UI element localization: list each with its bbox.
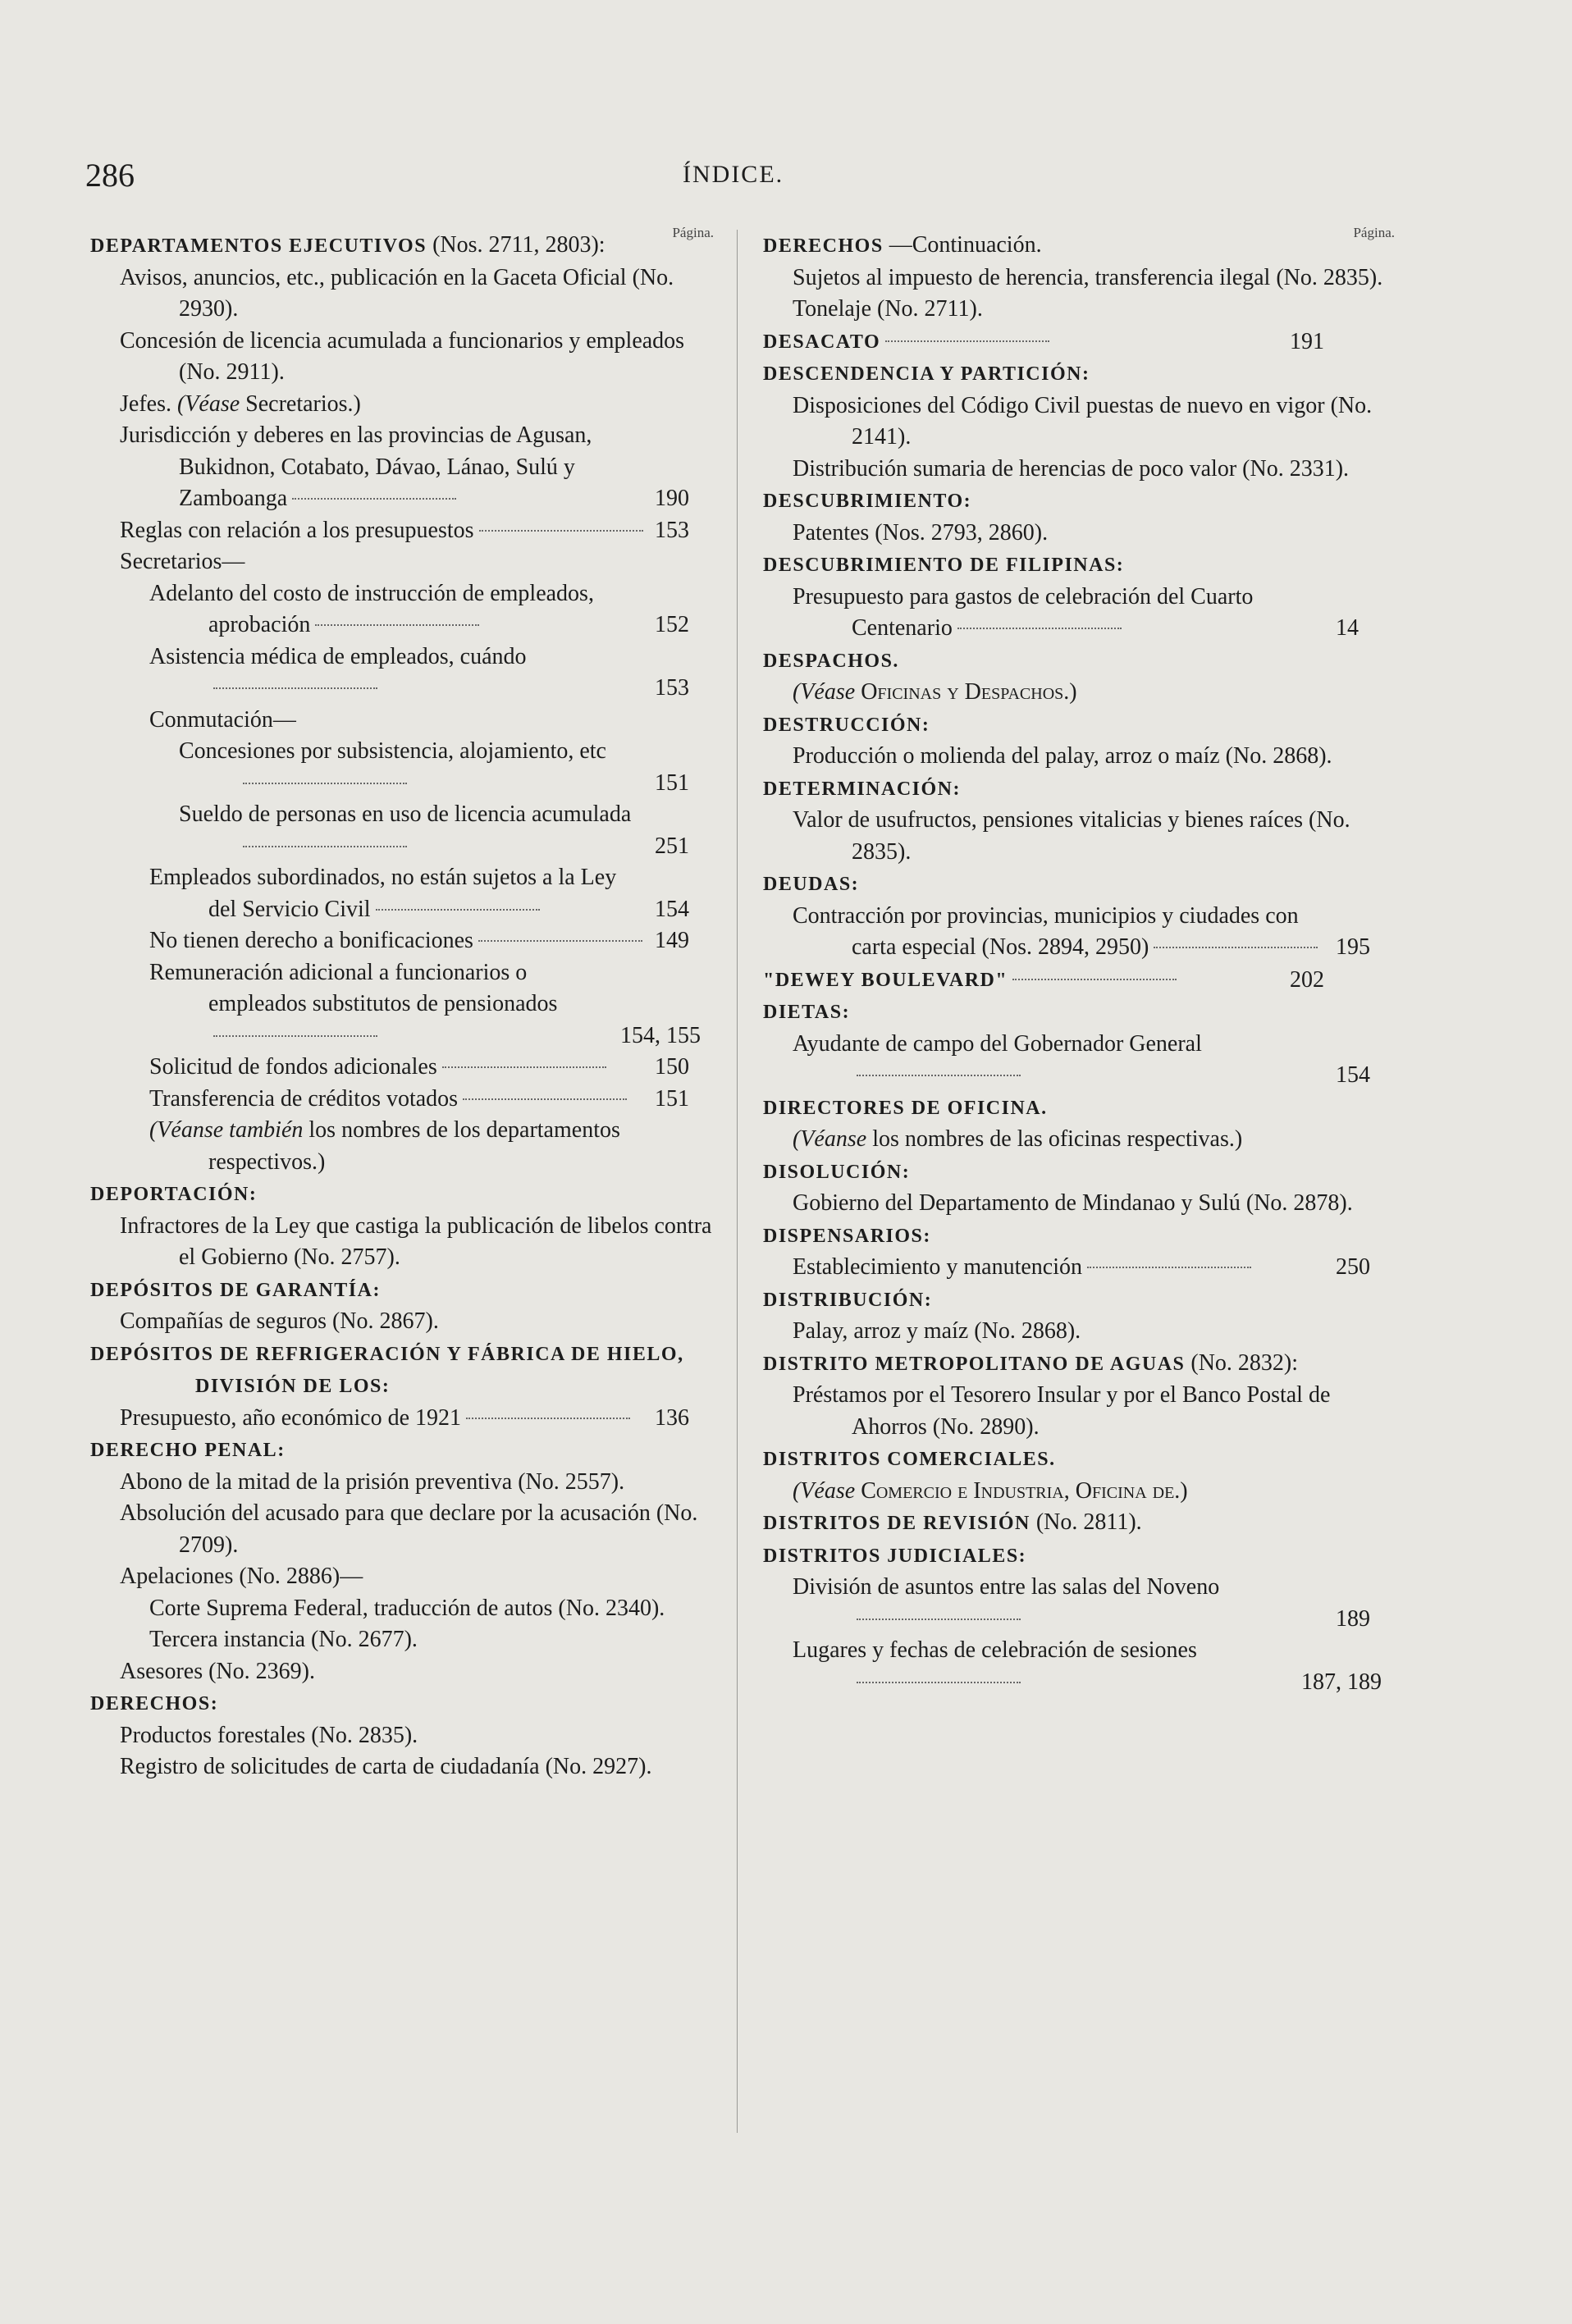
- page-reference: 154, 155: [620, 1022, 701, 1048]
- entry-text: No tienen derecho a bonificaciones: [149, 928, 473, 953]
- index-entry: [763, 1124, 1395, 1156]
- entry-heading-text: DEPORTACIÓN:: [90, 1184, 258, 1205]
- index-heading: [90, 1178, 714, 1211]
- entry-text: Jefes.: [120, 390, 171, 417]
- index-heading: [763, 358, 1395, 390]
- entry-heading-text: DESTRUCCIÓN:: [763, 714, 930, 736]
- entry-text: Contracción por provincias, municipios y ciudades con carta especial (Nos. 2894, 2950): [793, 902, 1299, 960]
- right-column: [763, 225, 1395, 1698]
- entry-text: Palay, arroz y maíz (No. 2868).: [793, 1318, 1081, 1344]
- index-entry: [90, 326, 714, 389]
- entry-text: Asesores (No. 2369).: [120, 1658, 315, 1684]
- index-heading: [763, 1156, 1395, 1189]
- dot-leader: [478, 940, 642, 942]
- index-entry: [90, 1593, 714, 1625]
- entry-text: Ayudante de campo del Gobernador General: [793, 1030, 1202, 1057]
- entry-text: Establecimiento y manutención: [793, 1254, 1083, 1280]
- index-entry: [90, 957, 714, 1052]
- entry-text: Transferencia de créditos votados: [149, 1085, 459, 1112]
- index-heading: "DEWEY BOULEVARD" 202: [763, 966, 1324, 993]
- dot-leader: [857, 1075, 1021, 1076]
- index-entry: [90, 1115, 714, 1178]
- entry-text: Patentes (Nos. 2793, 2860).: [793, 519, 1049, 546]
- index-entry: Empleados subordinados, no están sujetos a la Ley del Servicio Civil 154: [149, 865, 689, 922]
- entry-text: Avisos, anuncios, etc., publicación en la Gaceta Oficial (No. 2930).: [120, 264, 674, 322]
- entry-text: Jurisdicción y deberes en las provincias de Agusan, Bukidnon, Cotabato, Dávao, Lánao, Sulú y Zamboanga: [120, 422, 592, 511]
- entry-heading-text: DISOLUCIÓN:: [763, 1161, 911, 1183]
- entry-text: Remuneración adicional a funcionarios o empleados substitutos de pensionados: [149, 959, 558, 1016]
- entry-heading-text: DEPÓSITOS DE GARANTÍA:: [90, 1279, 381, 1301]
- dot-leader: [463, 1098, 627, 1100]
- dot-leader: [1012, 979, 1177, 980]
- index-heading: [90, 230, 714, 263]
- right-entries: [763, 230, 1395, 1698]
- index-heading: [763, 230, 1395, 263]
- index-entry: [90, 1720, 714, 1752]
- index-heading: [763, 996, 1395, 1029]
- dot-leader: [376, 909, 540, 911]
- entry-italic-text: (Véase: [793, 679, 856, 705]
- left-entries: [90, 230, 714, 1783]
- index-entry: [763, 454, 1395, 486]
- entry-text: Tonelaje (No. 2711).: [793, 296, 983, 322]
- index-heading: [763, 485, 1395, 518]
- entry-text: Tercera instancia (No. 2677).: [149, 1627, 418, 1652]
- index-heading: [763, 645, 1395, 678]
- page-column-label: Página.: [672, 225, 714, 240]
- entry-text: Corte Suprema Federal, traducción de autos (No. 2340).: [149, 1595, 665, 1621]
- index-entry: [90, 1211, 714, 1274]
- index-entry: [763, 1380, 1395, 1443]
- entry-text: Presupuesto, año económico de 1921: [120, 1404, 462, 1431]
- index-entry: Transferencia de créditos votados 151: [149, 1085, 689, 1112]
- entry-heading-text: DESCENDENCIA Y PARTICIÓN:: [763, 363, 1090, 385]
- index-entry: Presupuesto, año económico de 1921 136: [120, 1404, 689, 1431]
- index-heading: [763, 1348, 1395, 1381]
- dot-leader: [1087, 1267, 1251, 1268]
- entry-heading-text: DERECHO PENAL:: [90, 1440, 286, 1461]
- index-heading: [763, 1507, 1395, 1540]
- page-column-label: Página.: [1353, 225, 1395, 240]
- index-heading: [763, 709, 1395, 742]
- entry-text: Absolución del acusado para que declare por la acusación (No. 2709).: [120, 1500, 698, 1558]
- entry-heading-text: DISPENSARIOS:: [763, 1225, 931, 1247]
- left-column: [90, 225, 714, 1783]
- entry-heading-text: DEPARTAMENTOS EJECUTIVOS: [90, 235, 427, 257]
- index-entry: [763, 390, 1395, 454]
- running-head: ÍNDICE.: [683, 161, 784, 188]
- index-entry: Sueldo de personas en uso de licencia acumulada 251: [179, 801, 689, 859]
- entry-italic-text: (Véase: [176, 390, 240, 417]
- index-entry: Presupuesto para gastos de celebración del Cuarto Centenario 14: [793, 583, 1359, 641]
- index-heading: [90, 1434, 714, 1467]
- entry-heading-text: DISTRITOS DE REVISIÓN: [763, 1513, 1030, 1534]
- index-entry: [90, 1561, 714, 1593]
- index-entry: División de asuntos entre las salas del Noveno 189: [793, 1574, 1370, 1632]
- entry-text: (Nos. 2711, 2803):: [432, 232, 605, 258]
- dot-leader: [213, 687, 377, 689]
- entry-text: —Continuación.: [889, 232, 1042, 258]
- entry-text: Valor de usufructos, pensiones vitalicias y bienes raíces (No. 2835).: [793, 807, 1350, 865]
- index-entry: [90, 1498, 714, 1561]
- entry-text: Apelaciones (No. 2886)—: [120, 1564, 363, 1589]
- entry-text: Secretarios.): [245, 390, 361, 417]
- index-heading: [90, 1687, 714, 1720]
- index-entry: Establecimiento y manutención 250: [793, 1254, 1370, 1280]
- index-heading: [763, 1540, 1395, 1573]
- entry-heading-text: DISTRITOS JUDICIALES:: [763, 1545, 1027, 1567]
- index-entry: [763, 1316, 1395, 1348]
- index-heading: [90, 1338, 714, 1403]
- dot-leader: [243, 783, 407, 784]
- dot-leader: [885, 340, 1049, 342]
- entry-heading-text: DERECHOS:: [90, 1693, 219, 1714]
- entry-text: Productos forestales (No. 2835).: [120, 1722, 418, 1748]
- entry-italic-text: (Véase: [793, 1477, 856, 1504]
- index-heading: [763, 1443, 1395, 1476]
- entry-italic-text: (Véanse también: [149, 1117, 304, 1143]
- entry-heading-text: DISTRIBUCIÓN:: [763, 1289, 933, 1311]
- dot-leader: [243, 846, 407, 847]
- index-entry: [763, 1476, 1395, 1508]
- index-entry: Solicitud de fondos adicionales 150: [149, 1054, 689, 1080]
- index-heading: [763, 1092, 1395, 1125]
- index-entry: [90, 1656, 714, 1688]
- index-heading: [763, 1220, 1395, 1253]
- dot-leader: [479, 530, 643, 532]
- entry-heading-text: DEPÓSITOS DE REFRIGERACIÓN Y FÁBRICA DE HIELO, DIVISIÓN DE LOS:: [90, 1343, 684, 1397]
- entry-heading-text: DESACATO: [763, 331, 881, 353]
- entry-text: División de asuntos entre las salas del Noveno: [793, 1574, 1220, 1600]
- index-entry: Contracción por provincias, municipios y ciudades con carta especial (Nos. 2894, 2950) 195: [793, 902, 1370, 960]
- entry-text: Distribución sumaria de herencias de poco valor (No. 2331).: [793, 455, 1350, 482]
- entry-text: Préstamos por el Tesorero Insular y por el Banco Postal de Ahorros (No. 2890).: [793, 1382, 1331, 1440]
- dot-leader: [466, 1418, 630, 1419]
- index-heading: [90, 1274, 714, 1307]
- entry-text: los nombres de las oficinas respectivas.): [872, 1126, 1243, 1152]
- entry-text: Sueldo de personas en uso de licencia acumulada: [179, 801, 632, 827]
- index-entry: Ayudante de campo del Gobernador General 154: [793, 1030, 1370, 1088]
- index-entry: [763, 294, 1395, 326]
- entry-text: Empleados subordinados, no están sujetos a la Ley del Servicio Civil: [149, 865, 617, 922]
- index-entry: No tienen derecho a bonificaciones 149: [149, 928, 689, 953]
- index-entry: [90, 1624, 714, 1656]
- page-header: [0, 156, 1572, 205]
- index-entry: [90, 705, 714, 737]
- index-entry: [90, 1751, 714, 1783]
- entry-text: Infractores de la Ley que castiga la publicación de libelos contra el Gobierno (No. 2757).: [120, 1212, 712, 1270]
- entry-heading-text: DEUDAS:: [763, 874, 860, 895]
- entry-heading-text: DESPACHOS.: [763, 650, 899, 672]
- entry-heading-text: DISTRITO METROPOLITANO DE AGUAS: [763, 1353, 1186, 1375]
- entry-heading-text: DIETAS:: [763, 1002, 851, 1023]
- page-reference: 187, 189: [1301, 1669, 1382, 1695]
- entry-text: (No. 2811).: [1035, 1509, 1142, 1535]
- entry-text: Sujetos al impuesto de herencia, transferencia ilegal (No. 2835).: [793, 264, 1383, 290]
- index-entry: Reglas con relación a los presupuestos 153: [120, 517, 689, 543]
- index-entry: [763, 677, 1395, 709]
- index-entry: [763, 1635, 1395, 1698]
- entry-text: Gobierno del Departamento de Mindanao y Sulú (No. 2878).: [793, 1190, 1353, 1216]
- index-entry: [90, 1467, 714, 1499]
- page-number: 286: [85, 157, 135, 194]
- index-entry: Jurisdicción y deberes en las provincias de Agusan, Bukidnon, Cotabato, Dávao, Lánao, Sulú y Zamboanga 190: [120, 422, 689, 511]
- entry-text: Presupuesto para gastos de celebración del Cuarto Centenario: [793, 583, 1254, 641]
- index-entry: [763, 1188, 1395, 1220]
- index-entry: Asistencia médica de empleados, cuándo 153: [149, 643, 689, 701]
- entry-text: Asistencia médica de empleados, cuándo: [149, 643, 527, 669]
- index-heading: [763, 1284, 1395, 1317]
- entry-text: Abono de la mitad de la prisión preventiva (No. 2557).: [120, 1468, 625, 1495]
- dot-leader: [315, 624, 479, 626]
- index-heading: DESACATO 191: [763, 328, 1324, 354]
- index-entry: [90, 263, 714, 326]
- entry-smallcaps-text: Oficinas y Despachos.): [861, 679, 1077, 705]
- entry-text: Concesiones por subsistencia, alojamiento, etc: [179, 738, 606, 764]
- entry-text: Compañías de seguros (No. 2867).: [120, 1308, 439, 1334]
- entry-heading-text: "DEWEY BOULEVARD": [763, 969, 1008, 991]
- dot-leader: [1154, 947, 1318, 948]
- entry-text: Lugares y fechas de celebración de sesiones: [793, 1637, 1197, 1663]
- entry-heading-text: DETERMINACIÓN:: [763, 778, 962, 800]
- column-divider: [737, 230, 738, 2133]
- index-entry: [763, 741, 1395, 773]
- index-heading: [763, 868, 1395, 901]
- entry-text: Reglas con relación a los presupuestos: [120, 517, 474, 543]
- dot-leader: [857, 1619, 1021, 1620]
- index-entry: [90, 1306, 714, 1338]
- entry-heading-text: DIRECTORES DE OFICINA.: [763, 1097, 1048, 1119]
- index-entry: Adelanto del costo de instrucción de empleados, aprobación 152: [149, 580, 689, 637]
- index-entry: [763, 518, 1395, 550]
- entry-heading-text: DESCUBRIMIENTO:: [763, 491, 972, 512]
- index-entry: [90, 389, 714, 421]
- entry-text: Registro de solicitudes de carta de ciudadanía (No. 2927).: [120, 1754, 652, 1779]
- index-entry: [763, 805, 1395, 868]
- entry-smallcaps-text: Comercio e Industria, Oficina de.): [861, 1477, 1188, 1504]
- entry-text: Solicitud de fondos adicionales: [149, 1054, 437, 1080]
- index-entry: Concesiones por subsistencia, alojamiento, etc 151: [179, 738, 689, 796]
- entry-text: Producción o molienda del palay, arroz o maíz (No. 2868).: [793, 743, 1332, 769]
- index-entry: [763, 263, 1395, 294]
- entry-text: Concesión de licencia acumulada a funcionarios y empleados (No. 2911).: [120, 327, 685, 385]
- entry-heading-text: DISTRITOS COMERCIALES.: [763, 1449, 1056, 1470]
- index-entry: [90, 546, 714, 578]
- index-heading: [763, 773, 1395, 806]
- entry-text: Conmutación—: [149, 706, 296, 733]
- entry-italic-text: (Véanse: [793, 1126, 867, 1152]
- dot-leader: [213, 1035, 377, 1037]
- entry-text: Disposiciones del Código Civil puestas de nuevo en vigor (No. 2141).: [793, 392, 1373, 450]
- dot-leader: [957, 628, 1122, 629]
- entry-heading-text: DESCUBRIMIENTO DE FILIPINAS:: [763, 555, 1125, 576]
- dot-leader: [857, 1682, 1021, 1683]
- entry-heading-text: DERECHOS: [763, 235, 884, 257]
- index-heading: [763, 549, 1395, 582]
- entry-text: (No. 2832):: [1190, 1349, 1299, 1376]
- entry-text: Secretarios—: [120, 549, 245, 574]
- dot-leader: [442, 1066, 606, 1068]
- entry-text: Adelanto del costo de instrucción de empleados, aprobación: [149, 580, 594, 637]
- dot-leader: [292, 498, 456, 500]
- entry-text: los nombres de los departamentos respectivos.): [208, 1117, 620, 1175]
